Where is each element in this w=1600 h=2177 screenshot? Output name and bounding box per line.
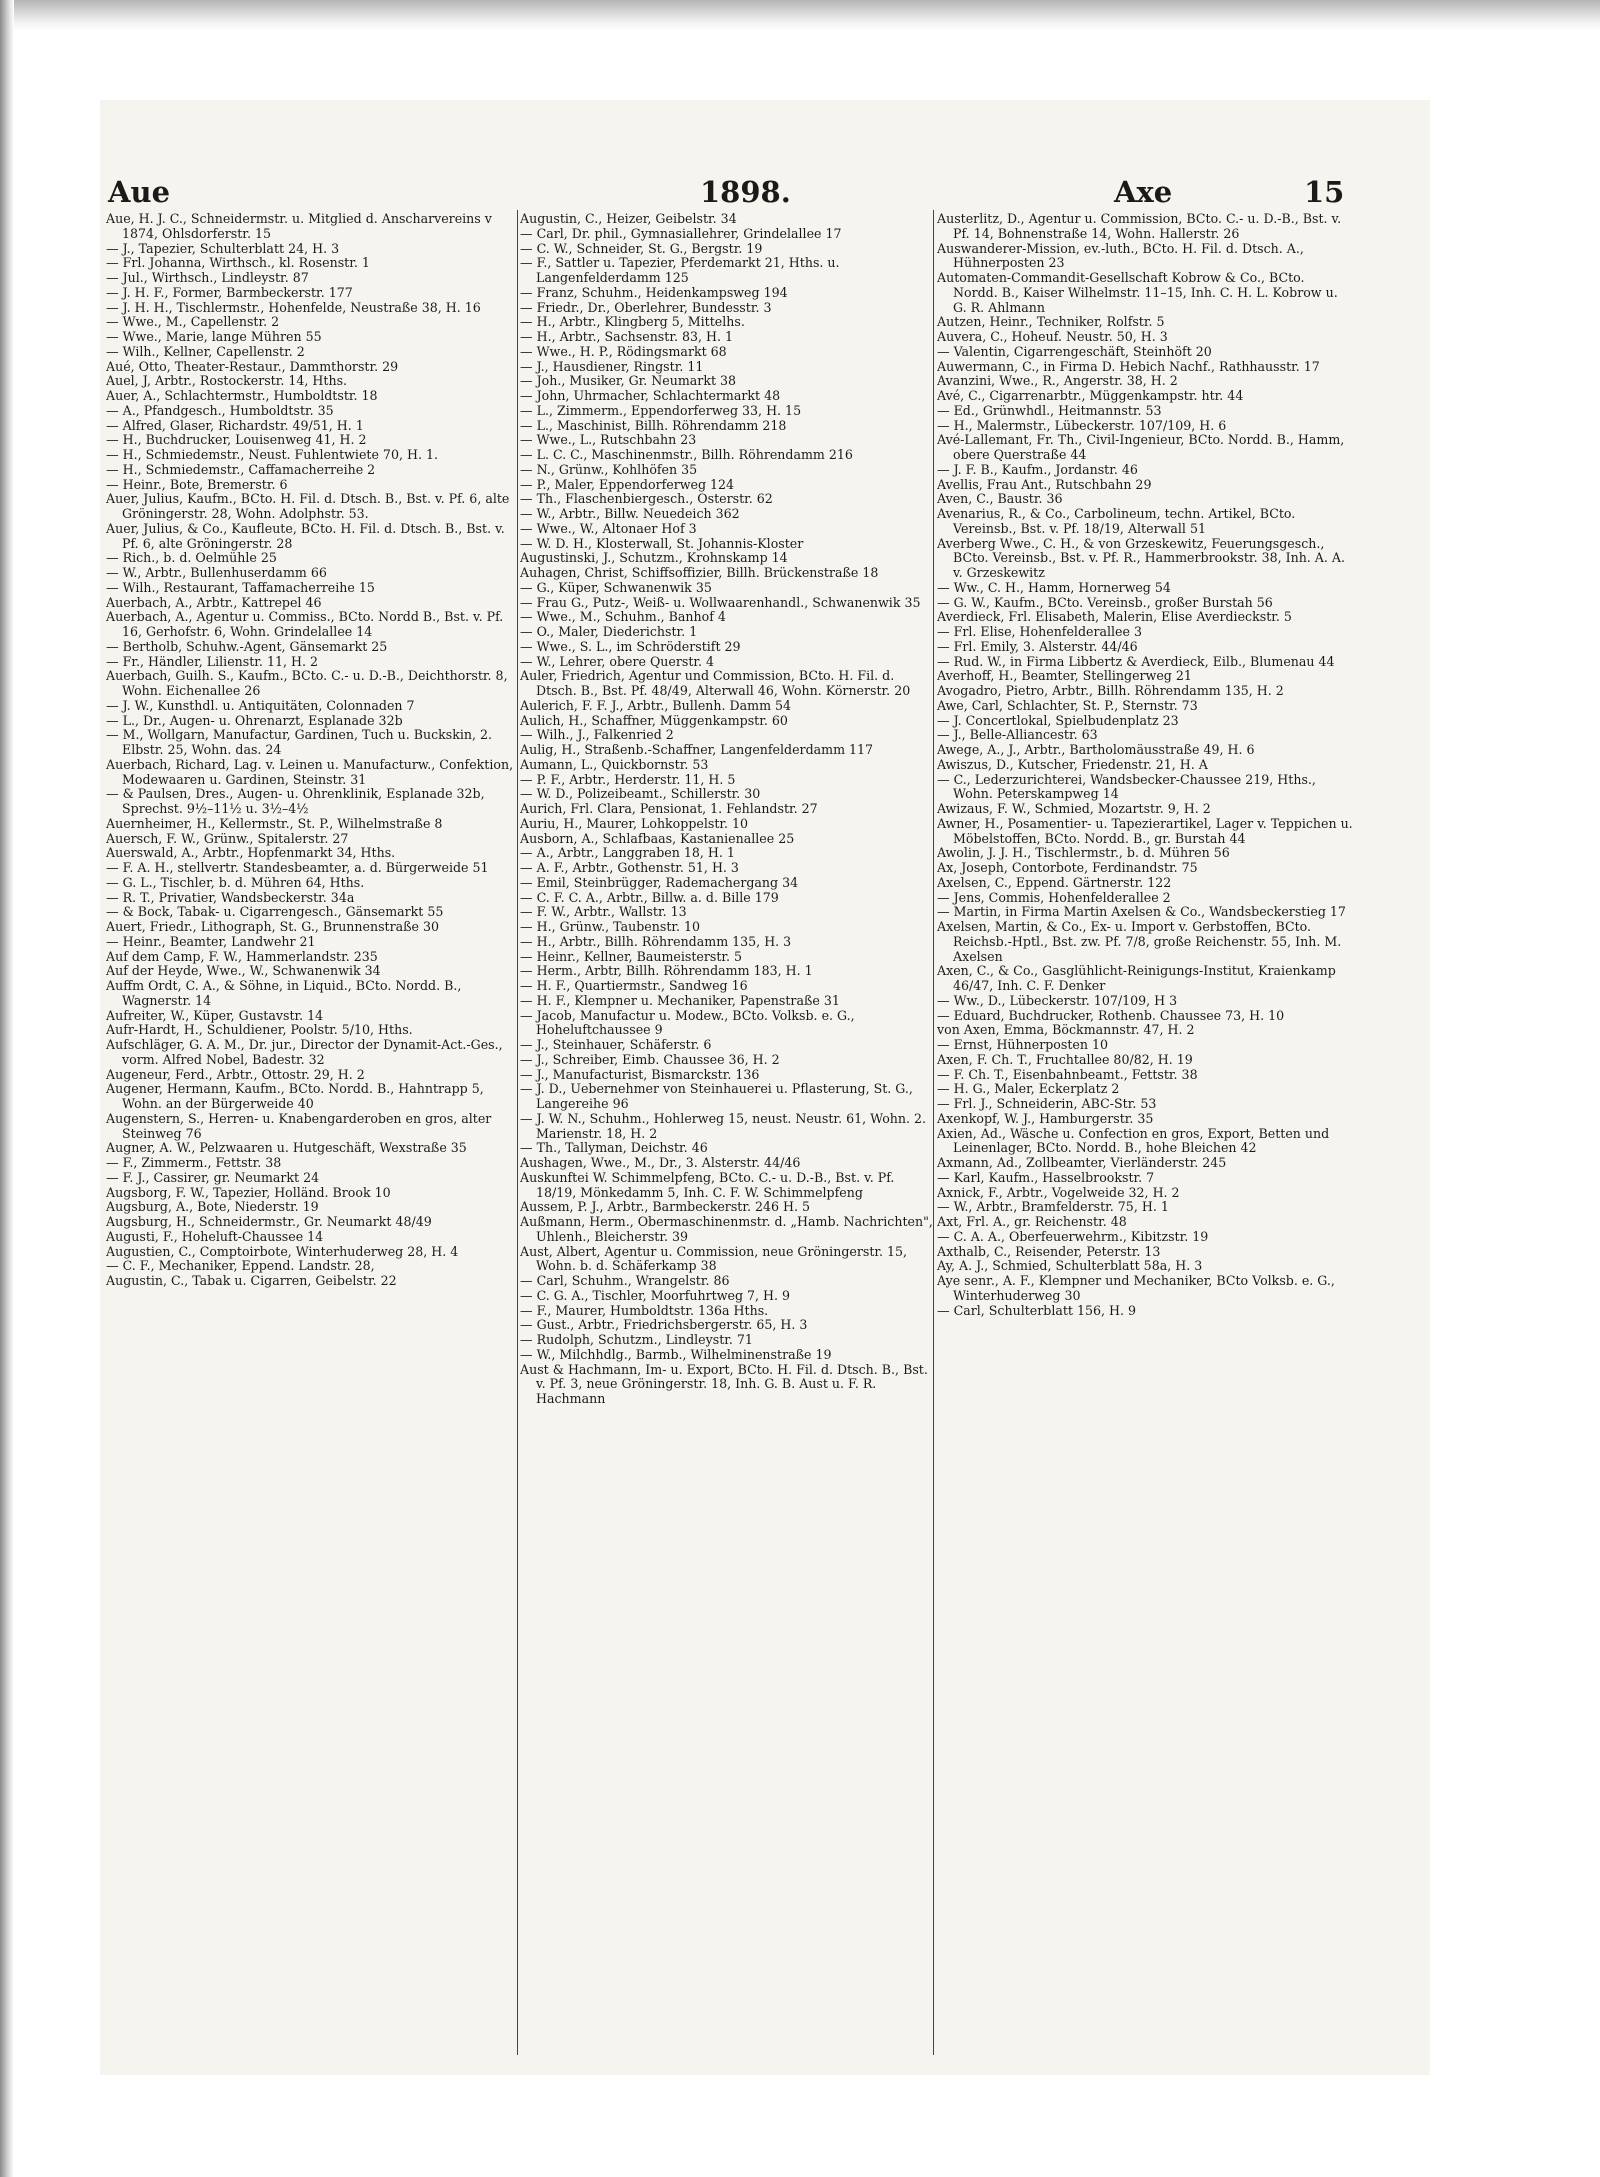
directory-entry: — H. F., Klempner u. Mechaniker, Papenstraße 31: [520, 992, 840, 1008]
directory-entry: Awe, Carl, Schlachter, St. P., Sternstr. 73: [937, 697, 1198, 713]
directory-entry: Awiszus, D., Kutscher, Friedenstr. 21, H. A: [937, 756, 1208, 772]
directory-entry: Aussem, P. J., Arbtr., Barmbeckerstr. 246 H. 5: [520, 1199, 811, 1215]
directory-entry: Aulig, H., Straßenb.-Schaffner, Langenfelderdamm 117: [520, 742, 874, 757]
directory-entry: Augustin, C., Tabak u. Cigarren, Geibelstr. 22: [106, 1273, 397, 1288]
directory-entry: — Wwe., M., Capellenstr. 2: [106, 314, 280, 330]
directory-entry: — Wilh., Restaurant, Taffamacherreihe 15: [106, 579, 375, 595]
directory-entry: Augenstern, S., Herren- u. Knabengarderoben en gros, alter Steinweg 76: [106, 1110, 492, 1141]
directory-entry: — F. J., Cassirer, gr. Neumarkt 24: [106, 1169, 320, 1185]
directory-entry: Auler, Friedrich, Agentur und Commission, BCto. H. Fil. d. Dtsch. B., Bst. Pf. 48/49, Alterwall 46, Wohn. Körnerstr. 20: [520, 668, 911, 698]
scan-border-left: [0, 0, 14, 2177]
directory-entry: — & Paulsen, Dres., Augen- u. Ohrenklinik, Esplanade 32b, Sprechst. 9½–11½ u. 3½–4½: [106, 786, 485, 816]
directory-entry: — Carl, Dr. phil., Gymnasiallehrer, Grindelallee 17: [520, 225, 842, 241]
directory-column-3: [937, 212, 1353, 2057]
directory-entry: — J. W., Kunsthdl. u. Antiquitäten, Colonnaden 7: [106, 697, 415, 713]
directory-entry: — R. T., Privatier, Wandsbeckerstr. 34a: [106, 889, 355, 905]
directory-entry: — J., Steinhauer, Schäferstr. 6: [520, 1037, 712, 1052]
directory-entry: Aué, Otto, Theater-Restaur., Dammthorstr. 29: [106, 358, 399, 374]
directory-entry: — Jacob, Manufactur u. Modew., BCto. Volksb. e. G., Hoheluftchaussee 9: [520, 1007, 855, 1038]
directory-entry: Avogadro, Pietro, Arbtr., Billh. Röhrendamm 135, H. 2: [937, 683, 1284, 698]
directory-entry: Averhoff, H., Beamter, Stellingerweg 21: [937, 668, 1192, 684]
directory-entry: — Heinr., Beamter, Landwehr 21: [106, 933, 316, 949]
directory-entry: — Wwe., Marie, lange Mühren 55: [106, 329, 322, 344]
directory-entry: Auffm Ordt, C. A., & Söhne, in Liquid., BCto. Nordd. B., Wagnerstr. 14: [106, 978, 462, 1008]
directory-entry: — W., Arbtr., Bramfelderstr. 75, H. 1: [937, 1199, 1169, 1215]
directory-entry: Auhagen, Christ, Schiffsoffizier, Billh. Brückenstraße 18: [520, 565, 879, 580]
directory-entry: Avellis, Frau Ant., Rutschbahn 29: [937, 476, 1152, 492]
directory-entry: Avanzini, Wwe., R., Angerstr. 38, H. 2: [937, 373, 1178, 389]
directory-entry: — Wwe., H. P., Rödingsmarkt 68: [520, 343, 727, 359]
directory-entry: Außmann, Herm., Obermaschinenmstr. d. „Hamb. Nachrichten", Uhlenh., Bleicherstr. 39: [520, 1214, 933, 1244]
directory-entry: — H. G., Maler, Eckerplatz 2: [937, 1081, 1120, 1097]
directory-entry: Augusti, F., Hoheluft-Chaussee 14: [106, 1228, 324, 1244]
directory-entry: Aufr-Hardt, H., Schuldiener, Poolstr. 5/10, Hths.: [106, 1022, 413, 1038]
directory-entry: — Frl. J., Schneiderin, ABC-Str. 53: [937, 1096, 1157, 1111]
directory-entry: — Frl. Johanna, Wirthsch., kl. Rosenstr. 1: [106, 255, 370, 271]
directory-entry: Auskunftei W. Schimmelpfeng, BCto. C.- u. D.-B., Bst. v. Pf. 18/19, Mönkedamm 5, Inh. C. F. W. Schimmelpfeng: [520, 1169, 895, 1200]
directory-entry: — Ww., D., Lübeckerstr. 107/109, H 3: [937, 992, 1178, 1008]
directory-entry: — Ww., C. H., Hamm, Hornerweg 54: [937, 579, 1171, 595]
directory-entry: Awolin, J. J. H., Tischlermstr., b. d. Mühren 56: [937, 845, 1230, 861]
directory-entry: Aust & Hachmann, Im- u. Export, BCto. H. Fil. d. Dtsch. B., Bst. v. Pf. 3, neue Gröningerstr. 18, Inh. G. B. Aust u. F. R. Hachmann: [520, 1361, 928, 1406]
directory-entry: Auernheimer, H., Kellermstr., St. P., Wilhelmstraße 8: [106, 815, 443, 831]
directory-entry: — Carl, Schulterblatt 156, H. 9: [937, 1302, 1137, 1318]
directory-entry: Aushagen, Wwe., M., Dr., 3. Alsterstr. 44/46: [520, 1155, 801, 1170]
directory-entry: Augsburg, H., Schneidermstr., Gr. Neumarkt 48/49: [106, 1214, 432, 1229]
directory-entry: Axen, F. Ch. T., Fruchtallee 80/82, H. 19: [937, 1051, 1193, 1067]
directory-entry: Auerbach, Guilh. S., Kaufm., BCto. C.- u. D.-B., Deichthorstr. 8, Wohn. Eichenallee 26: [106, 668, 508, 698]
directory-entry: Augsburg, A., Bote, Niederstr. 19: [106, 1199, 319, 1215]
directory-entry: — J. Concertlokal, Spielbudenplatz 23: [937, 712, 1179, 728]
directory-entry: — M., Wollgarn, Manufactur, Gardinen, Tuch u. Buckskin, 2. Elbstr. 25, Wohn. das. 24: [106, 727, 493, 757]
directory-entry: Axien, Ad., Wäsche u. Confection en gros, Export, Betten und Leinenlager, BCto. Nordd. B., hohe Bleichen 42: [937, 1125, 1330, 1156]
directory-entry: Axnick, F., Arbtr., Vogelweide 32, H. 2: [937, 1184, 1180, 1200]
directory-entry: — Bertholb, Schuhw.-Agent, Gänsemarkt 25: [106, 638, 388, 654]
directory-entry: — J. H. H., Tischlermstr., Hohenfelde, Neustraße 38, H. 16: [106, 299, 481, 315]
running-head-left: Aue: [108, 175, 171, 209]
running-head-year: 1898.: [700, 175, 791, 209]
directory-entry: — F. W., Arbtr., Wallstr. 13: [520, 904, 687, 920]
directory-entry: Aven, C., Baustr. 36: [937, 491, 1063, 507]
directory-entry: Avé, C., Cigarrenarbtr., Müggenkampstr. htr. 44: [937, 388, 1244, 403]
directory-entry: — Wwe., S. L., im Schröderstift 29: [520, 638, 741, 654]
page-number: 15: [1304, 175, 1345, 209]
directory-entry: Auer, Julius, Kaufm., BCto. H. Fil. d. Dtsch. B., Bst. v. Pf. 6, alte Gröningerstr. 28, Wohn. Adolphstr. 53.: [106, 491, 510, 521]
directory-entry: — F. A. H., stellvertr. Standesbeamter, a. d. Bürgerweide 51: [106, 860, 489, 875]
directory-entry: Aumann, L., Quickbornstr. 53: [520, 756, 709, 772]
directory-entry: — J. W. N., Schuhm., Hohlerweg 15, neust. Neustr. 61, Wohn. 2. Marienstr. 18, H. 2: [520, 1110, 927, 1141]
directory-entry: — Frl. Emily, 3. Alsterstr. 44/46: [937, 638, 1138, 654]
directory-entry: — H., Schmiedemstr., Caffamacherreihe 2: [106, 461, 376, 477]
directory-entry: Autzen, Heinr., Techniker, Rolfstr. 5: [937, 314, 1165, 330]
directory-entry: Augustin, C., Heizer, Geibelstr. 34: [520, 212, 737, 226]
directory-entry: Aufschläger, G. A. M., Dr. jur., Director der Dynamit-Act.-Ges., vorm. Alfred Nobel, Badestr. 32: [106, 1037, 503, 1067]
directory-entry: Auerbach, A., Arbtr., Kattrepel 46: [106, 594, 322, 610]
directory-entry: Averdieck, Frl. Elisabeth, Malerin, Elise Averdieckstr. 5: [937, 609, 1292, 625]
directory-entry: — Rud. W., in Firma Libbertz & Averdieck, Eilb., Blumenau 44: [937, 653, 1335, 669]
directory-entry: — Ed., Grünwhdl., Heitmannstr. 53: [937, 402, 1162, 418]
directory-entry: — N., Grünw., Kohlhöfen 35: [520, 461, 698, 477]
directory-entry: Awege, A., J., Arbtr., Bartholomäusstraße 49, H. 6: [937, 742, 1255, 757]
directory-entry: Augustien, C., Comptoirbote, Winterhuderweg 28, H. 4: [106, 1243, 459, 1259]
directory-entry: Auf dem Camp, F. W., Hammerlandstr. 235: [106, 948, 378, 964]
directory-entry: Auf der Heyde, Wwe., W., Schwanenwik 34: [106, 963, 381, 979]
running-head-right: Axe: [1114, 175, 1173, 209]
directory-entry: — G. W., Kaufm., BCto. Vereinsb., großer Burstah 56: [937, 594, 1273, 610]
directory-entry: — & Bock, Tabak- u. Cigarrengesch., Gänsemarkt 55: [106, 904, 444, 920]
directory-entry: — W., Arbtr., Bullenhuserdamm 66: [106, 565, 327, 580]
directory-entry: — Carl, Schuhm., Wrangelstr. 86: [520, 1273, 730, 1288]
directory-entry: — Rich., b. d. Oelmühle 25: [106, 550, 277, 566]
directory-entry: — Th., Tallyman, Deichstr. 46: [520, 1140, 708, 1156]
directory-entry: — C. A. A., Oberfeuerwehrm., Kibitzstr. 19: [937, 1228, 1209, 1244]
directory-entry: Augner, A. W., Pelzwaaren u. Hutgeschäft, Wexstraße 35: [106, 1140, 467, 1156]
directory-entry: Auvera, C., Hoheuf. Neustr. 50, H. 3: [937, 329, 1168, 344]
directory-entry: — L. C. C., Maschinenmstr., Billh. Röhrendamm 216: [520, 447, 853, 462]
directory-entry: — J., Schreiber, Eimb. Chaussee 36, H. 2: [520, 1051, 780, 1067]
directory-entry: — Heinr., Kellner, Baumeisterstr. 5: [520, 948, 743, 964]
directory-entry: — Emil, Steinbrügger, Rademachergang 34: [520, 874, 799, 890]
directory-entry: — C. F., Mechaniker, Eppend. Landstr. 28,: [106, 1258, 375, 1274]
directory-entry: Awner, H., Posamentier- u. Tapezierartikel, Lager v. Teppichen u. Möbelstoffen, BCto. Nordd. B., gr. Burstah 44: [937, 815, 1353, 846]
directory-entry: — F., Sattler u. Tapezier, Pferdemarkt 21, Hths. u. Langenfelderdamm 125: [520, 255, 840, 285]
directory-entry: — L., Zimmerm., Eppendorferweg 33, H. 15: [520, 402, 802, 418]
directory-entry: — W., Lehrer, obere Querstr. 4: [520, 653, 715, 669]
directory-entry: — Karl, Kaufm., Hasselbrookstr. 7: [937, 1169, 1155, 1185]
directory-entry: — G., Küper, Schwanenwik 35: [520, 579, 712, 595]
directory-entry: Automaten-Commandit-Gesellschaft Kobrow & Co., BCto. Nordd. B., Kaiser Wilhelmstr. 11–15, Inh. C. H. L. Kobrow u. G. R. Ahlmann: [937, 270, 1338, 315]
directory-entry: — Fr., Händler, Lilienstr. 11, H. 2: [106, 653, 318, 669]
directory-entry: — O., Maler, Diederichstr. 1: [520, 624, 698, 639]
directory-entry: — H., Arbtr., Klingberg 5, Mittelhs.: [520, 314, 745, 330]
directory-entry: Aurich, Frl. Clara, Pensionat, 1. Fehlandstr. 27: [520, 801, 818, 816]
directory-entry: — Martin, in Firma Martin Axelsen & Co., Wandsbeckerstieg 17: [937, 904, 1346, 920]
directory-entry: Auwermann, C., in Firma D. Hebich Nachf., Rathhausstr. 17: [937, 358, 1320, 374]
directory-entry: Auswanderer-Mission, ev.-luth., BCto. H. Fil. d. Dtsch. A., Hühnerposten 23: [937, 240, 1304, 271]
directory-entry: — Valentin, Cigarrengeschäft, Steinhöft 20: [937, 343, 1212, 359]
directory-entry: — A. F., Arbtr., Gothenstr. 51, H. 3: [520, 860, 739, 875]
directory-entry: Aust, Albert, Agentur u. Commission, neue Gröningerstr. 15, Wohn. b. d. Schäferkamp 38: [520, 1243, 908, 1274]
directory-entry: Aulich, H., Schaffner, Müggenkampstr. 60: [520, 712, 788, 728]
directory-entry: — Heinr., Bote, Bremerstr. 6: [106, 476, 288, 492]
directory-entry: — W., Arbtr., Billw. Neuedeich 362: [520, 506, 740, 521]
directory-entry: — John, Uhrmacher, Schlachtermarkt 48: [520, 388, 781, 403]
directory-entry: — Wwe., W., Altonaer Hof 3: [520, 520, 697, 536]
directory-entry: Auerswald, A., Arbtr., Hopfenmarkt 34, Hths.: [106, 845, 396, 861]
directory-entry: — H., Buchdrucker, Louisenweg 41, H. 2: [106, 432, 367, 448]
directory-entry: Axt, Frl. A., gr. Reichenstr. 48: [937, 1214, 1127, 1229]
directory-entry: Auriu, H., Maurer, Lohkoppelstr. 10: [520, 815, 749, 831]
directory-entry: Ax, Joseph, Contorbote, Ferdinandstr. 75: [937, 860, 1198, 875]
directory-entry: — Friedr., Dr., Oberlehrer, Bundesstr. 3: [520, 299, 772, 315]
directory-entry: — H., Arbtr., Sachsenstr. 83, H. 1: [520, 329, 733, 344]
directory-entry: — W., Milchhdlg., Barmb., Wilhelminenstraße 19: [520, 1346, 832, 1362]
directory-entry: — J., Hausdiener, Ringstr. 11: [520, 358, 704, 374]
directory-entry: Augeneur, Ferd., Arbtr., Ottostr. 29, H. 2: [106, 1066, 365, 1082]
directory-entry: Ay, A. J., Schmied, Schulterblatt 58a, H. 3: [937, 1258, 1203, 1274]
scan-border-top: [0, 0, 1600, 30]
directory-entry: Auerbach, A., Agentur u. Commiss., BCto. Nordd B., Bst. v. Pf. 16, Gerhofstr. 6, Wohn. Grindelallee 14: [106, 609, 504, 639]
directory-entry: — Wilh., J., Falkenried 2: [520, 727, 674, 743]
directory-entry: Aue, H. J. C., Schneidermstr. u. Mitglied d. Anscharvereins v 1874, Ohlsdorferstr. 15: [106, 212, 492, 241]
directory-entry: Averberg Wwe., C. H., & von Grzeskewitz, Feuerungsgesch., BCto. Vereinsb., Bst. v. Pf. R., Hammerbrookstr. 38, Inh. A. A. v. Grzeskewitz: [937, 535, 1346, 580]
directory-entry: Axmann, Ad., Zollbeamter, Vierländerstr. 245: [937, 1155, 1227, 1170]
directory-entry: — C. G. A., Tischler, Moorfuhrtweg 7, H. 9: [520, 1287, 791, 1303]
directory-entry: Auel, J, Arbtr., Rostockerstr. 14, Hths.: [106, 373, 348, 389]
directory-entry: Axthalb, C., Reisender, Peterstr. 13: [937, 1243, 1161, 1259]
directory-entry: — L., Maschinist, Billh. Röhrendamm 218: [520, 417, 787, 433]
directory-entry: — H., Arbtr., Billh. Röhrendamm 135, H. 3: [520, 933, 792, 949]
directory-entry: Auersch, F. W., Grünw., Spitalerstr. 27: [106, 830, 349, 846]
directory-entry: Awizaus, F. W., Schmied, Mozartstr. 9, H. 2: [937, 801, 1211, 816]
directory-entry: — J., Tapezier, Schulterblatt 24, H. 3: [106, 240, 340, 256]
directory-entry: Axenkopf, W. J., Hamburgerstr. 35: [937, 1110, 1154, 1126]
directory-entry: — Rudolph, Schutzm., Lindleystr. 71: [520, 1332, 753, 1347]
directory-entry: — A., Arbtr., Langgraben 18, H. 1: [520, 845, 735, 861]
directory-entry: Auert, Friedr., Lithograph, St. G., Brunnenstraße 30: [106, 919, 440, 934]
directory-entry: — C. W., Schneider, St. G., Bergstr. 19: [520, 240, 763, 256]
directory-entry: — Frl. Elise, Hohenfelderallee 3: [937, 624, 1142, 639]
directory-column-2: [520, 212, 936, 2057]
directory-entry: — J. F. B., Kaufm., Jordanstr. 46: [937, 461, 1138, 477]
directory-entry: — F. Ch. T., Eisenbahnbeamt., Fettstr. 38: [937, 1066, 1198, 1082]
directory-entry: Ausborn, A., Schlafbaas, Kastanienallee 25: [520, 830, 795, 846]
directory-entry: — J. H. F., Former, Barmbeckerstr. 177: [106, 284, 353, 300]
directory-entry: Augsborg, F. W., Tapezier, Holländ. Brook 10: [106, 1184, 391, 1200]
directory-entry: — Ernst, Hühnerposten 10: [937, 1037, 1108, 1052]
directory-entry: von Axen, Emma, Böckmannstr. 47, H. 2: [937, 1022, 1195, 1038]
directory-entry: Aye senr., A. F., Klempner und Mechaniker, BCto Volksb. e. G., Winterhuderweg 30: [937, 1273, 1335, 1303]
directory-entry: — Wwe., L., Rutschbahn 23: [520, 432, 697, 448]
directory-entry: — Wwe., M., Schuhm., Banhof 4: [520, 609, 726, 625]
directory-entry: — Joh., Musiker, Gr. Neumarkt 38: [520, 373, 737, 389]
directory-entry: — H., Schmiedemstr., Neust. Fuhlentwiete 70, H. 1.: [106, 447, 438, 462]
directory-entry: Auerbach, Richard, Lag. v. Leinen u. Manufacturw., Confektion, Modewaaren u. Gardinen, Steinstr. 31: [106, 756, 514, 787]
directory-entry: Aufreiter, W., Küper, Gustavstr. 14: [106, 1007, 324, 1023]
directory-entry: — Jens, Commis, Hohenfelderallee 2: [937, 889, 1171, 905]
directory-entry: — W. D., Polizeibeamt., Schillerstr. 30: [520, 786, 761, 802]
directory-entry: — Franz, Schuhm., Heidenkampsweg 194: [520, 284, 788, 300]
directory-entry: Avé-Lallemant, Fr. Th., Civil-Ingenieur, BCto. Nordd. B., Hamm, obere Querstraße 44: [937, 432, 1345, 462]
directory-entry: — H., Malermstr., Lübeckerstr. 107/109, H. 6: [937, 417, 1227, 433]
directory-entry: Axelsen, Martin, & Co., Ex- u. Import v. Gerbstoffen, BCto. Reichsb.-Hptl., Bst. zw. Pf. 7/8, große Reichenstr. 55, Inh. M. Axelsen: [937, 919, 1342, 964]
directory-entry: — G. L., Tischler, b. d. Mühren 64, Hths.: [106, 874, 365, 890]
directory-entry: — Alfred, Glaser, Richardstr. 49/51, H. 1: [106, 417, 364, 433]
directory-entry: — Frau G., Putz-, Weiß- u. Wollwaarenhandl., Schwanenwik 35: [520, 594, 921, 610]
directory-entry: Augustinski, J., Schutzm., Krohnskamp 14: [520, 550, 788, 566]
directory-entry: — J. D., Uebernehmer von Steinhauerei u. Pflasterung, St. G., Langereihe 96: [520, 1081, 913, 1111]
directory-entry: — W. D. H., Klosterwall, St. Johannis-Kloster: [520, 535, 804, 551]
directory-entry: Austerlitz, D., Agentur u. Commission, BCto. C.- u. D.-B., Bst. v. Pf. 14, Bohnenstraße 14, Wohn. Hallerstr. 26: [937, 212, 1342, 241]
directory-entry: — F., Zimmerm., Fettstr. 38: [106, 1155, 282, 1170]
directory-entry: — Herm., Arbtr, Billh. Röhrendamm 183, H. 1: [520, 963, 813, 979]
directory-entry: — H., Grünw., Taubenstr. 10: [520, 919, 701, 934]
directory-entry: Axelsen, C., Eppend. Gärtnerstr. 122: [937, 874, 1172, 890]
directory-column-1: [106, 212, 522, 2057]
directory-entry: — Gust., Arbtr., Friedrichsbergerstr. 65, H. 3: [520, 1317, 808, 1333]
directory-entry: — A., Pfandgesch., Humboldtstr. 35: [106, 402, 334, 418]
directory-entry: Auer, Julius, & Co., Kaufleute, BCto. H. Fil. d. Dtsch. B., Bst. v. Pf. 6, alte Gröningerstr. 28: [106, 520, 505, 551]
directory-entry: — Jul., Wirthsch., Lindleystr. 87: [106, 270, 309, 285]
directory-entry: — C. F. C. A., Arbtr., Billw. a. d. Bille 179: [520, 889, 779, 905]
directory-entry: — Eduard, Buchdrucker, Rothenb. Chaussee 73, H. 10: [937, 1007, 1285, 1023]
directory-entry: — C., Lederzurichterei, Wandsbecker-Chaussee 219, Hths., Wohn. Peterskampweg 14: [937, 771, 1316, 802]
directory-entry: — L., Dr., Augen- u. Ohrenarzt, Esplanade 32b: [106, 712, 403, 728]
directory-entry: Augener, Hermann, Kaufm., BCto. Nordd. B., Hahntrapp 5, Wohn. an der Bürgerweide 40: [106, 1081, 484, 1111]
directory-entry: — J., Belle-Alliancestr. 63: [937, 727, 1098, 743]
directory-entry: Auer, A., Schlachtermstr., Humboldtstr. 18: [106, 388, 378, 403]
directory-entry: — P., Maler, Eppendorferweg 124: [520, 476, 735, 492]
directory-entry: — F., Maurer, Humboldtstr. 136a Hths.: [520, 1302, 769, 1318]
directory-entry: Avenarius, R., & Co., Carbolineum, techn. Artikel, BCto. Vereinsb., Bst. v. Pf. 18/19, Alterwall 51: [937, 506, 1296, 536]
directory-entry: — H. F., Quartiermstr., Sandweg 16: [520, 978, 748, 993]
directory-entry: — J., Manufacturist, Bismarckstr. 136: [520, 1066, 760, 1082]
directory-entry: Aulerich, F. F. J., Arbtr., Bullenh. Damm 54: [520, 697, 792, 713]
directory-entry: — Th., Flaschenbiergesch., Osterstr. 62: [520, 491, 773, 507]
directory-entry: — P. F., Arbtr., Herderstr. 11, H. 5: [520, 771, 736, 787]
directory-entry: Axen, C., & Co., Gasglühlicht-Reinigungs-Institut, Kraienkamp 46/47, Inh. C. F. Denker: [937, 963, 1336, 993]
directory-entry: — Wilh., Kellner, Capellenstr. 2: [106, 343, 305, 359]
